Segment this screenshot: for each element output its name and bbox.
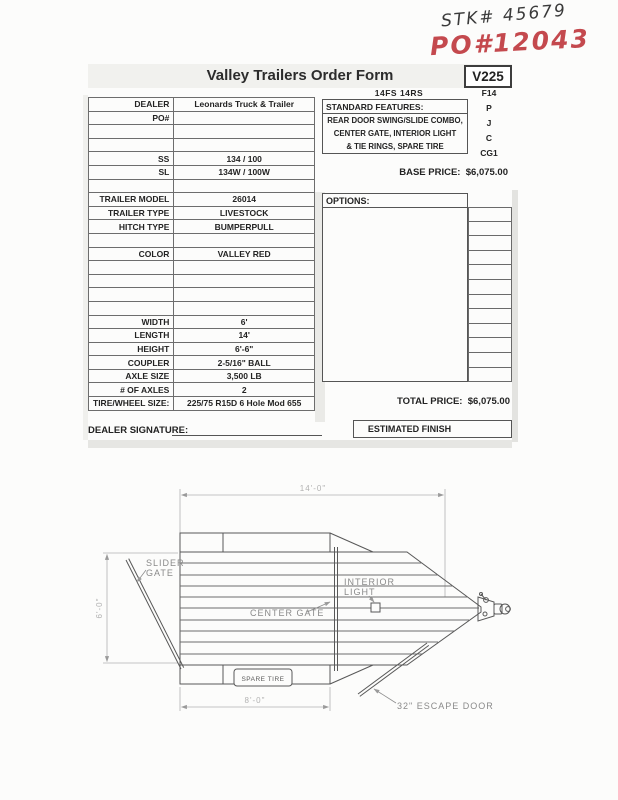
coupler-hitch [478,593,510,622]
table-row [89,261,315,275]
row-value [174,274,315,288]
table-row [89,329,315,343]
table-row [89,383,315,397]
row-value: LIVESTOCK [174,206,315,220]
table-row [89,111,315,125]
base-price-label: BASE PRICE: [399,167,461,178]
feature-code: C [485,133,493,143]
table-row [89,288,315,302]
estimated-finish-box: ESTIMATED FINISH [353,420,466,438]
feature-code-column [470,86,508,161]
row-value [174,138,315,152]
row-value: 2-5/16" BALL [174,356,315,370]
table-row [89,193,315,207]
row-value [174,179,315,193]
table-row [89,206,315,220]
total-price [330,396,510,407]
estimated-finish-value-cell [465,420,512,438]
trailer-diagram [85,470,530,730]
submodel-codes: 14FS 14RS [374,88,424,98]
handwritten-po-number: PO#12043 [429,23,591,62]
row-label: LENGTH [89,329,174,343]
feature-code: CG1 [480,148,498,158]
row-value: Leonards Truck & Trailer [174,98,315,112]
table-row [89,342,315,356]
dimension-length [180,484,445,597]
table-row [89,274,315,288]
row-value [174,261,315,275]
table-row [89,220,315,234]
base-price-value: $6,075.00 [465,167,508,178]
option-price-cell [468,324,512,339]
slider-gate-label: GATE [146,568,174,578]
dim-rear-section-text: 8'-0" [244,696,266,705]
trailer-slats [180,563,479,654]
row-value: 2 [174,383,315,397]
scan-shadow-right [512,190,518,442]
interior-light-label: INTERIOR [344,577,396,587]
row-value: 134 / 100 [174,152,315,166]
row-label: DEALER [89,98,174,112]
feature-code: J [486,118,492,128]
model-code-box: V225 [464,65,512,88]
standard-features-line: CENTER GATE, INTERIOR LIGHT [333,129,457,138]
dimension-rear-section [180,687,330,711]
row-label [89,138,174,152]
row-value: 26014 [174,193,315,207]
table-row [89,315,315,329]
option-price-column [468,207,512,382]
row-label: TRAILER TYPE [89,206,174,220]
row-value: 14' [174,329,315,343]
row-label: COUPLER [89,356,174,370]
interior-light-fixture [371,603,380,612]
row-label: WIDTH [89,315,174,329]
dealer-signature-line [172,422,322,436]
row-value [174,111,315,125]
row-label: HEIGHT [89,342,174,356]
option-price-cell [468,338,512,353]
row-label [89,274,174,288]
row-value [174,233,315,247]
row-value: VALLEY RED [174,247,315,261]
row-label: TRAILER MODEL [89,193,174,207]
handwritten-stock-number: STK# 45679 [440,0,568,32]
option-price-cell [468,265,512,280]
option-price-cell [468,309,512,324]
slider-gate-label: SLIDER [146,558,185,568]
feature-code: F14 [481,88,497,98]
table-row [89,369,315,383]
table-row [89,233,315,247]
total-price-value: $6,075.00 [467,396,510,407]
option-price-cell [468,207,512,222]
row-label: PO# [89,111,174,125]
table-row [89,152,315,166]
row-value: 134W / 100W [174,165,315,179]
table-row [89,125,315,139]
escape-door-label: 32" ESCAPE DOOR [397,701,494,711]
row-label [89,125,174,139]
row-label [89,288,174,302]
option-price-cell [468,280,512,295]
dealer-signature-label: DEALER SIGNATURE: [88,425,189,436]
row-value [174,125,315,139]
row-value [174,288,315,302]
row-label: SS [89,152,174,166]
form-title: Valley Trailers Order Form [206,67,394,84]
row-value: 6'-6" [174,342,315,356]
row-label [89,261,174,275]
base-price [330,167,508,178]
standard-features-heading: STANDARD FEATURES: [323,100,467,114]
table-row [89,301,315,315]
row-label [89,179,174,193]
spare-tire-label: SPARE TIRE [241,676,285,683]
row-value: 6' [174,315,315,329]
table-row [89,165,315,179]
center-gate [335,547,338,671]
table-row [89,138,315,152]
standard-features-box [322,99,468,154]
table-row [89,98,315,112]
row-value: 225/75 R15D 6 Hole Mod 655 [174,397,315,411]
row-value [174,301,315,315]
total-price-label: TOTAL PRICE: [397,396,463,407]
feature-code: P [486,103,492,113]
row-label: COLOR [89,247,174,261]
row-label [89,233,174,247]
center-gate-label: CENTER GATE [250,608,325,618]
option-price-cell [468,295,512,310]
order-table [88,97,315,411]
dim-width-text: 6'-0" [95,597,104,619]
row-label: HITCH TYPE [89,220,174,234]
table-row [89,356,315,370]
row-label [89,301,174,315]
scan-shadow-bottom [88,440,512,448]
interior-light-label: LIGHT [344,587,376,597]
dim-length-text: 14'-0" [299,484,327,493]
row-value: BUMPERPULL [174,220,315,234]
row-label: # OF AXLES [89,383,174,397]
escape-door [358,643,429,696]
order-table-body [89,98,315,411]
standard-features-line: REAR DOOR SWING/SLIDE COMBO, [327,116,463,125]
option-price-cell [468,353,512,368]
row-label: AXLE SIZE [89,369,174,383]
standard-features-line: & TIE RINGS, SPARE TIRE [346,142,444,151]
option-price-cell [468,222,512,237]
table-row [89,179,315,193]
options-heading: OPTIONS: [323,194,467,208]
option-price-cell [468,251,512,266]
row-value: 3,500 LB [174,369,315,383]
table-row [89,247,315,261]
option-price-cell [468,368,512,383]
options-box [322,193,468,382]
row-label: TIRE/WHEEL SIZE: [89,397,174,411]
table-row [89,397,315,411]
option-price-cell [468,236,512,251]
row-label: SL [89,165,174,179]
